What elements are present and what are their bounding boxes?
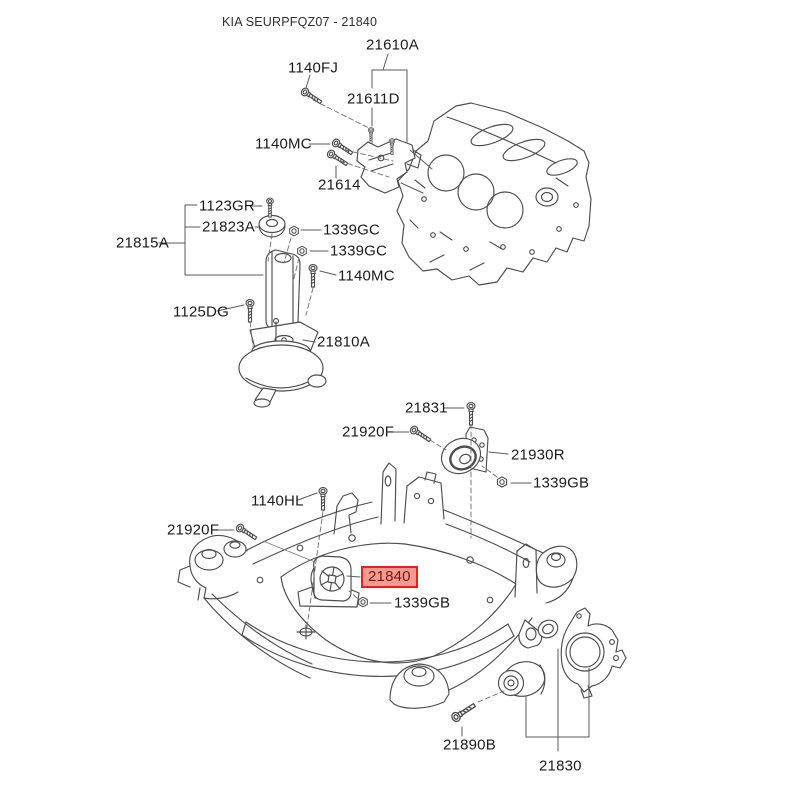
part-label-21920F-a[interactable]: 21920F bbox=[342, 423, 395, 441]
part-label-21840[interactable]: 21840 bbox=[361, 566, 418, 588]
part-label-1125DG[interactable]: 1125DG bbox=[173, 303, 229, 321]
part-label-1339GB-a[interactable]: 1339GB bbox=[533, 474, 590, 492]
part-label-21930R[interactable]: 21930R bbox=[511, 446, 565, 464]
part-label-1140MC-a[interactable]: 1140MC bbox=[255, 135, 312, 153]
part-label-21815A[interactable]: 21815A bbox=[116, 234, 169, 252]
part-label-21810A[interactable]: 21810A bbox=[317, 333, 370, 351]
part-label-1140HL[interactable]: 1140HL bbox=[251, 492, 304, 510]
part-label-1140MC-b[interactable]: 1140MC bbox=[338, 267, 395, 285]
part-label-1339GC-a[interactable]: 1339GC bbox=[323, 221, 381, 239]
part-label-21610A[interactable]: 21610A bbox=[366, 36, 419, 54]
part-label-21611D[interactable]: 21611D bbox=[347, 90, 400, 108]
part-label-21614[interactable]: 21614 bbox=[318, 176, 361, 194]
part-label-21920F-b[interactable]: 21920F bbox=[167, 521, 220, 539]
part-label-21831[interactable]: 21831 bbox=[405, 399, 448, 417]
part-label-21830[interactable]: 21830 bbox=[539, 757, 582, 775]
part-label-1140FJ[interactable]: 1140FJ bbox=[288, 59, 339, 77]
part-label-21823A[interactable]: 21823A bbox=[202, 218, 255, 236]
part-label-1339GB-b[interactable]: 1339GB bbox=[394, 594, 451, 612]
part-label-1123GR[interactable]: 1123GR bbox=[199, 197, 255, 215]
page-title: KIA SEURPFQZ07 - 21840 bbox=[222, 15, 378, 29]
part-label-21890B[interactable]: 21890B bbox=[443, 736, 496, 754]
part-label-1339GC-b[interactable]: 1339GC bbox=[330, 242, 388, 260]
